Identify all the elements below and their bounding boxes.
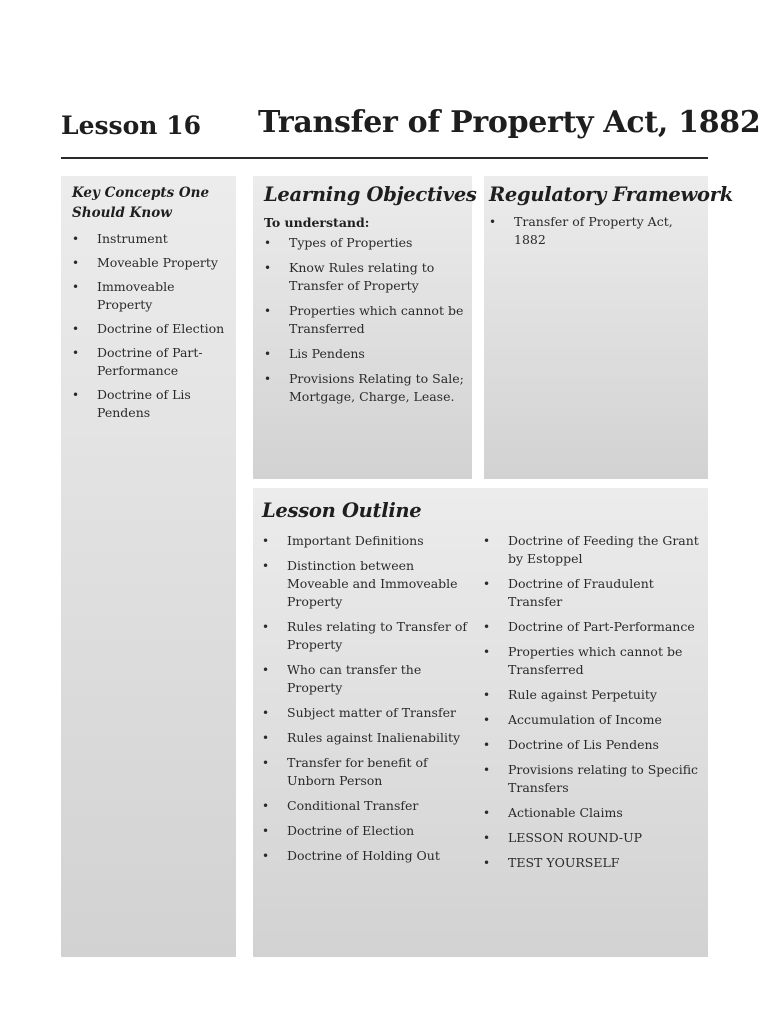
page-title: Transfer of Property Act, 1882 bbox=[258, 105, 761, 140]
outline-item: • Conditional Transfer bbox=[262, 797, 477, 815]
outline-item: • Doctrine of Feeding the Grant by Estoppel bbox=[483, 532, 700, 568]
regulation-item: • Transfer of Property Act, 1882 bbox=[489, 213, 704, 249]
outline-item: • Rules against Inalienability bbox=[262, 729, 477, 747]
lesson-outline-panel bbox=[253, 488, 708, 957]
objective-item: • Provisions Relating to Sale; Mortgage, Charge, Lease. bbox=[264, 370, 464, 406]
key-concepts-panel bbox=[61, 176, 236, 957]
objective-item: • Know Rules relating to Transfer of Property bbox=[264, 259, 464, 295]
outline-item: • Rule against Perpetuity bbox=[483, 686, 700, 704]
outline-item: • Doctrine of Election bbox=[262, 822, 477, 840]
key-concept-item: • Doctrine of Lis Pendens bbox=[72, 386, 226, 422]
learning-objectives-heading: Learning Objectives bbox=[264, 183, 477, 206]
outline-item: • Provisions relating to Specific Transfers bbox=[483, 761, 700, 797]
objective-item: • Types of Properties bbox=[264, 234, 464, 252]
key-concepts-heading: Key Concepts One Should Know bbox=[72, 185, 210, 221]
lesson-outline-left-list bbox=[262, 532, 477, 865]
key-concept-item: • Immoveable Property bbox=[72, 278, 226, 314]
outline-item: • Doctrine of Part-Performance bbox=[483, 618, 700, 636]
key-concepts-list bbox=[72, 230, 226, 422]
outline-item: • Important Definitions bbox=[262, 532, 477, 550]
header-divider bbox=[61, 157, 708, 159]
objective-item: • Lis Pendens bbox=[264, 345, 464, 363]
lesson-outline-columns bbox=[262, 532, 700, 879]
learning-objectives-panel bbox=[253, 176, 477, 479]
outline-item: • TEST YOURSELF bbox=[483, 854, 700, 872]
outline-item: • Doctrine of Fraudulent Transfer bbox=[483, 575, 700, 611]
outline-item: • Rules relating to Transfer of Property bbox=[262, 618, 477, 654]
outline-item: • Accumulation of Income bbox=[483, 711, 700, 729]
outline-item: • Doctrine of Holding Out bbox=[262, 847, 477, 865]
lesson-outline-right-list bbox=[483, 532, 700, 872]
regulatory-framework-list bbox=[489, 213, 704, 249]
learning-objectives-subheading: To understand: bbox=[264, 215, 370, 230]
lesson-outline-right-column bbox=[483, 532, 700, 879]
outline-item: • Transfer for benefit of Unborn Person bbox=[262, 754, 477, 790]
regulatory-framework-heading: Regulatory Framework bbox=[489, 183, 733, 206]
objective-item: • Properties which cannot be Transferred bbox=[264, 302, 464, 338]
outline-item: • Doctrine of Lis Pendens bbox=[483, 736, 700, 754]
outline-item: • Actionable Claims bbox=[483, 804, 700, 822]
learning-objectives-list bbox=[264, 234, 464, 406]
key-concept-item: • Doctrine of Part-Performance bbox=[72, 344, 226, 380]
outline-item: • Properties which cannot be Transferred bbox=[483, 643, 700, 679]
lesson-number: Lesson 16 bbox=[61, 111, 201, 140]
regulatory-framework-panel bbox=[484, 176, 733, 479]
key-concept-item: • Instrument bbox=[72, 230, 226, 248]
outline-item: • Who can transfer the Property bbox=[262, 661, 477, 697]
outline-item: • Subject matter of Transfer bbox=[262, 704, 477, 722]
key-concept-item: • Doctrine of Election bbox=[72, 320, 226, 338]
outline-item: • LESSON ROUND-UP bbox=[483, 829, 700, 847]
key-concept-item: • Moveable Property bbox=[72, 254, 226, 272]
outline-item: • Distinction between Moveable and Immoveable Property bbox=[262, 557, 477, 611]
lesson-outline-heading: Lesson Outline bbox=[262, 499, 422, 522]
lesson-outline-left-column bbox=[262, 532, 483, 879]
